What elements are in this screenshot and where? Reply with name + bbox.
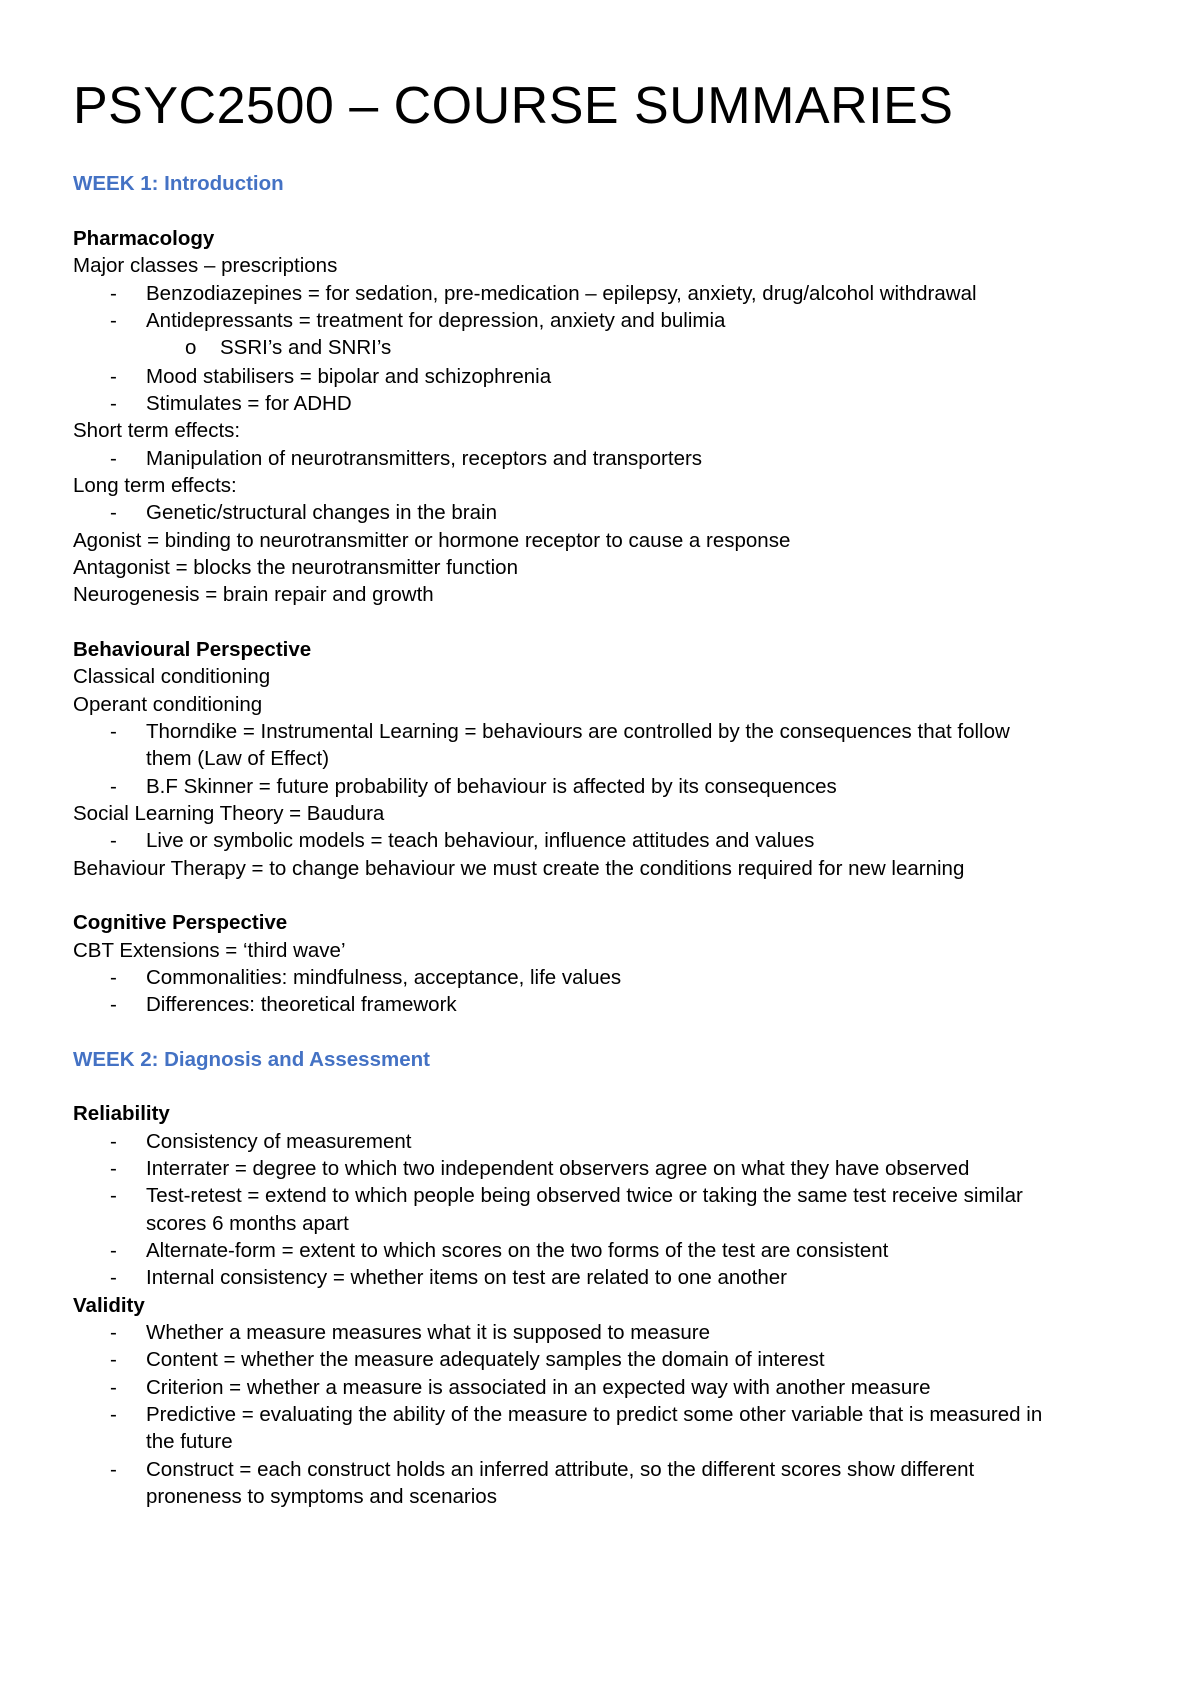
bullet-dash: - (110, 993, 117, 1016)
bullet-dash: - (110, 392, 117, 415)
bullet-dash: - (110, 829, 117, 852)
list-item (110, 1456, 974, 1484)
list-item-text: Mood stabilisers = bipolar and schizophrenia (146, 365, 552, 388)
behavioural-heading: Behavioural Perspective (73, 638, 312, 661)
sub-list-item-text: SSRI’s and SNRI’s (220, 336, 392, 359)
list-item-text: Criterion = whether a measure is associated in an expected way with another measure (146, 1376, 931, 1399)
bullet-dash: - (110, 309, 117, 332)
list-item (110, 307, 725, 335)
bullet-dash: - (110, 966, 117, 989)
list-item (110, 1182, 1023, 1210)
bullet-dash: - (110, 1321, 117, 1344)
list-item-text: B.F Skinner = future probability of behaviour is affected by its consequences (146, 775, 837, 798)
neurogenesis-line: Neurogenesis = brain repair and growth (73, 583, 434, 606)
bullet-dash: - (110, 1239, 117, 1262)
reliability-heading: Reliability (73, 1102, 170, 1125)
list-item-text: Content = whether the measure adequately samples the domain of interest (146, 1348, 825, 1371)
list-item-text: Benzodiazepines = for sedation, pre-medication – epilepsy, anxiety, drug/alcohol withdrawal (146, 282, 977, 305)
operant-conditioning-line: Operant conditioning (73, 693, 263, 716)
list-item-text: Interrater = degree to which two independent observers agree on what they have observed (146, 1157, 970, 1180)
classical-conditioning-line: Classical conditioning (73, 665, 271, 688)
list-item (110, 1401, 1042, 1429)
bullet-dash: - (110, 365, 117, 388)
behaviour-therapy-line: Behaviour Therapy = to change behaviour we must create the conditions required for new learning (73, 857, 965, 880)
list-item (110, 827, 814, 855)
bullet-dash: - (110, 1403, 117, 1426)
list-item-continuation: the future (146, 1430, 233, 1453)
major-classes-line: Major classes – prescriptions (73, 254, 338, 277)
list-item-text: Alternate-form = extent to which scores on the two forms of the test are consistent (146, 1239, 889, 1262)
list-item-text: Commonalities: mindfulness, acceptance, life values (146, 966, 622, 989)
list-item-text: Predictive = evaluating the ability of the measure to predict some other variable that is measured in (146, 1403, 1043, 1426)
list-item (110, 363, 551, 391)
bullet-dash: - (110, 1376, 117, 1399)
list-item-text: Consistency of measurement (146, 1130, 412, 1153)
list-item (110, 718, 1010, 746)
list-item (110, 991, 457, 1019)
list-item (110, 499, 497, 527)
list-item-text: Genetic/structural changes in the brain (146, 501, 497, 524)
list-item-text: Antidepressants = treatment for depression, anxiety and bulimia (146, 309, 726, 332)
list-item (110, 1346, 825, 1374)
list-item-text: Stimulates = for ADHD (146, 392, 352, 415)
list-item (110, 390, 352, 418)
list-item (110, 1374, 931, 1402)
bullet-dash: - (110, 447, 117, 470)
list-item (110, 1128, 411, 1156)
list-item-continuation: proneness to symptoms and scenarios (146, 1485, 497, 1508)
list-item (110, 280, 977, 308)
bullet-dash: - (110, 1184, 117, 1207)
bullet-dash: - (110, 720, 117, 743)
list-item (110, 1264, 787, 1292)
sub-list-item (185, 334, 391, 362)
list-item (110, 1319, 710, 1347)
list-item-text: Test-retest = extend to which people being observed twice or taking the same test receive similar (146, 1184, 1023, 1207)
bullet-dash: - (110, 1157, 117, 1180)
sub-bullet-marker: o (185, 336, 197, 359)
list-item (110, 445, 702, 473)
validity-heading: Validity (73, 1294, 145, 1317)
bullet-dash: - (110, 1130, 117, 1153)
list-item-text: Manipulation of neurotransmitters, receptors and transporters (146, 447, 703, 470)
list-item (110, 964, 621, 992)
list-item-text: Differences: theoretical framework (146, 993, 457, 1016)
list-item-text: Whether a measure measures what it is supposed to measure (146, 1321, 711, 1344)
bullet-dash: - (110, 501, 117, 524)
cbt-extensions-line: CBT Extensions = ‘third wave’ (73, 939, 346, 962)
long-term-label: Long term effects: (73, 474, 237, 497)
list-item-continuation: them (Law of Effect) (146, 747, 330, 770)
social-learning-line: Social Learning Theory = Baudura (73, 802, 385, 825)
list-item (110, 1237, 888, 1265)
list-item (110, 1155, 969, 1183)
week1-heading: WEEK 1: Introduction (73, 172, 284, 195)
list-item-text: Thorndike = Instrumental Learning = behaviours are controlled by the consequences that follow (146, 720, 1010, 743)
list-item-text: Internal consistency = whether items on test are related to one another (146, 1266, 787, 1289)
bullet-dash: - (110, 282, 117, 305)
week2-heading: WEEK 2: Diagnosis and Assessment (73, 1048, 430, 1071)
bullet-dash: - (110, 1348, 117, 1371)
pharmacology-heading: Pharmacology (73, 227, 215, 250)
short-term-label: Short term effects: (73, 419, 241, 442)
bullet-dash: - (110, 775, 117, 798)
list-item (110, 773, 837, 801)
bullet-dash: - (110, 1266, 117, 1289)
agonist-line: Agonist = binding to neurotransmitter or hormone receptor to cause a response (73, 529, 791, 552)
cognitive-heading: Cognitive Perspective (73, 911, 288, 934)
antagonist-line: Antagonist = blocks the neurotransmitter function (73, 556, 518, 579)
list-item-text: Construct = each construct holds an inferred attribute, so the different scores show different (146, 1458, 975, 1481)
list-item-continuation: scores 6 months apart (146, 1212, 349, 1235)
list-item-text: Live or symbolic models = teach behaviour, influence attitudes and values (146, 829, 815, 852)
bullet-dash: - (110, 1458, 117, 1481)
document-title: PSYC2500 – COURSE SUMMARIES (73, 77, 954, 135)
